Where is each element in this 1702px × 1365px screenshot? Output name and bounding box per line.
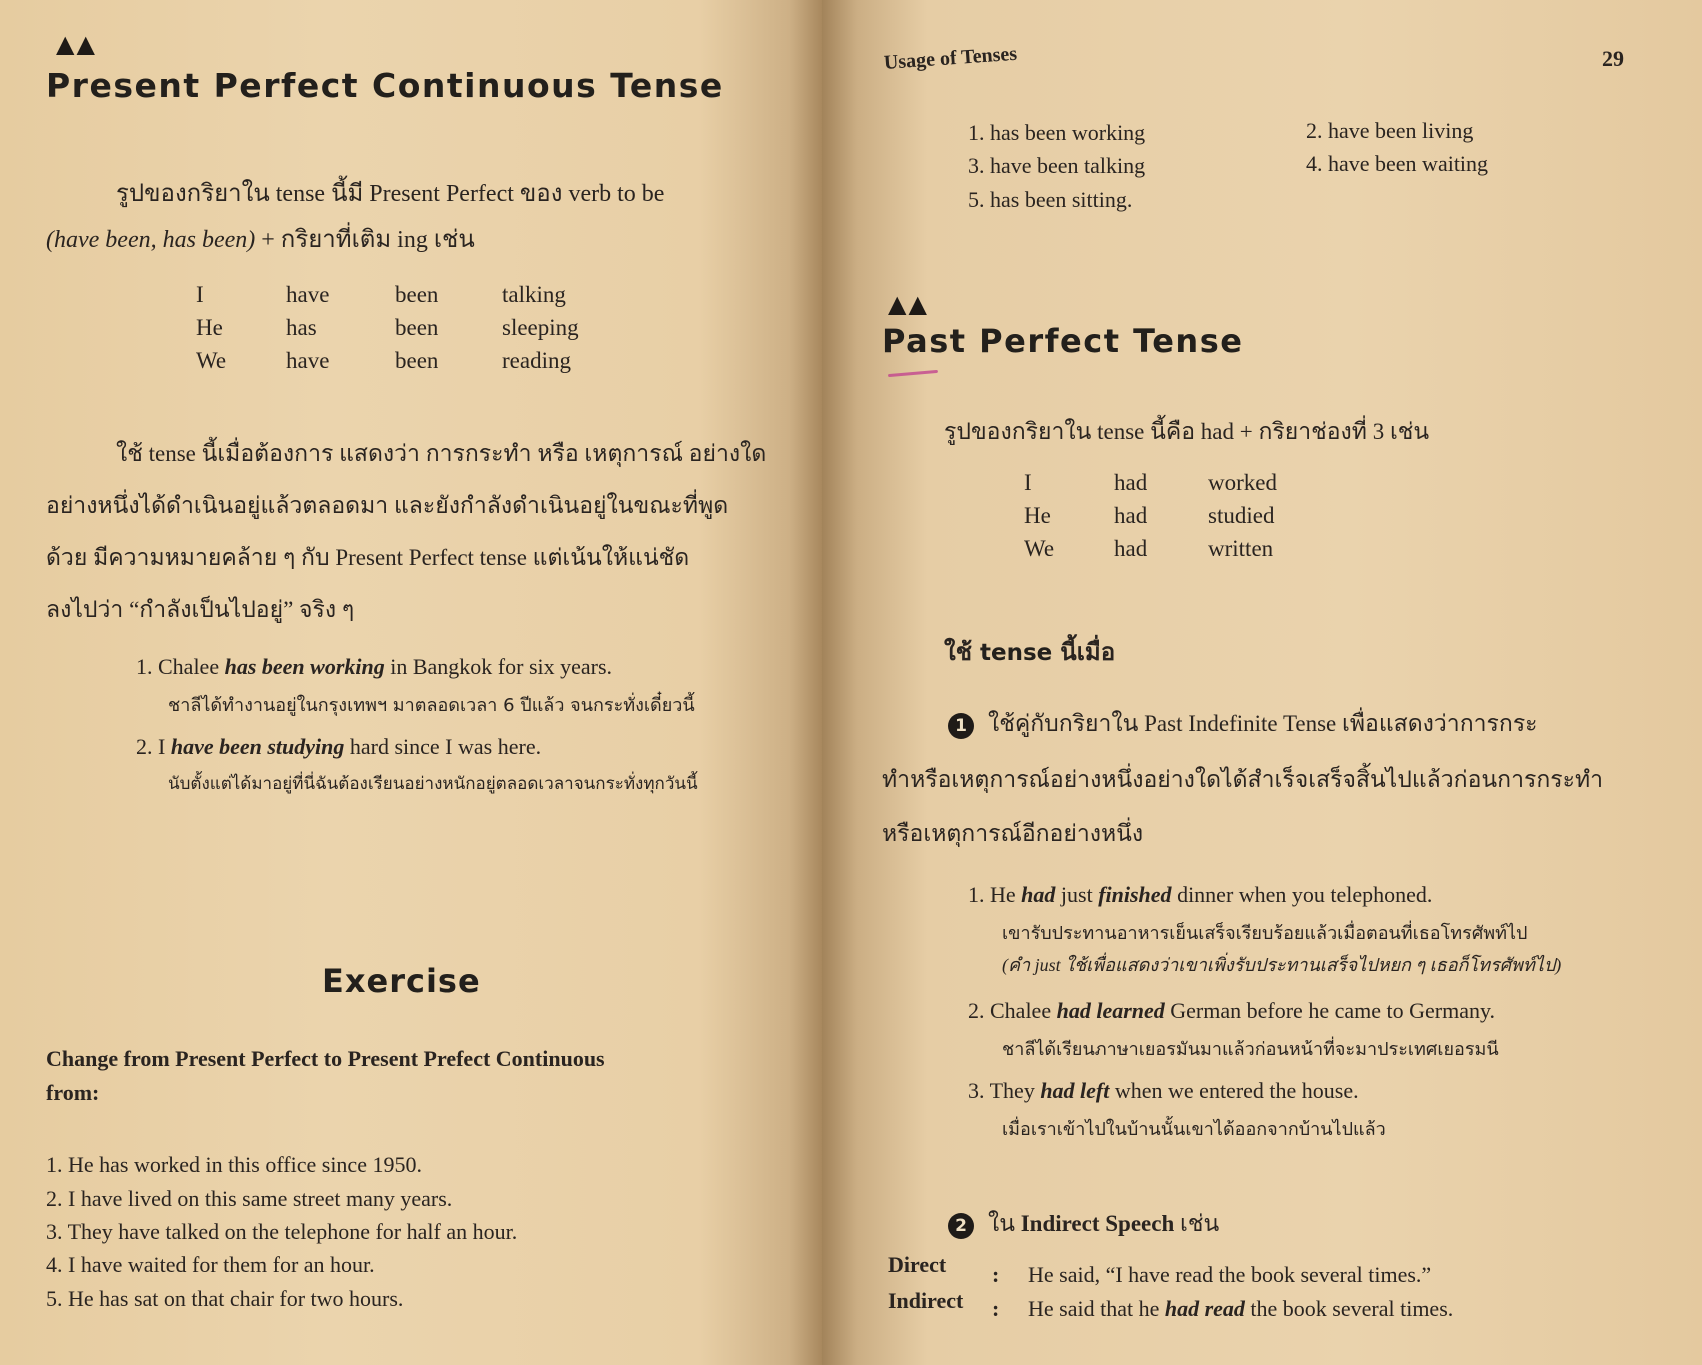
sentence-text: Chalee <box>158 654 225 679</box>
sentence-number: 2. <box>136 734 153 759</box>
intro-line-2 <box>46 218 475 262</box>
exercise-instruction: from: <box>46 1080 100 1105</box>
rule-text: เช่น <box>1174 1211 1220 1236</box>
usage-note: (คำ just ใช้เพื่อแสดงว่าเขาเพิ่งรับประทานเสร็จไปหยก ๆ เธอก็โทรศัพท์ไป) <box>1002 955 1562 975</box>
pen-mark <box>888 370 938 377</box>
exercise-instruction: Change from Present Perfect to Present Prefect Continuous <box>46 1046 605 1071</box>
example-cell: written <box>1208 536 1274 561</box>
thai-translation: เมื่อเราเข้าไปในบ้านนั้นเขาได้ออกจากบ้านไปแล้ว <box>1002 1119 1386 1140</box>
sentence-text: German before he came to Germany. <box>1164 998 1496 1023</box>
example-cell: He <box>196 315 223 340</box>
usage-line: ด้วย มีความหมายคล้าย ๆ กับ Present Perfect tense แต่เน้นให้แน่ชัด <box>46 545 690 570</box>
rule-number-badge: 2 <box>948 1213 974 1239</box>
example-cell: been <box>395 282 439 307</box>
example-cell: talking <box>502 282 566 307</box>
example-cell: I <box>196 282 204 307</box>
right-page <box>822 0 1702 1365</box>
example-cell: been <box>395 348 439 373</box>
thai-translation: นับตั้งแต่ได้มาอยู่ที่นี่ฉันต้องเรียนอย่างหนักอยู่ตลอดเวลาจนกระทั่งทุกวันนี้ <box>168 774 698 794</box>
sentence-text: He <box>990 882 1022 907</box>
example-cell: have <box>286 282 330 307</box>
answer-item: 4. have been waiting <box>1306 151 1489 176</box>
direct-label: Direct <box>888 1252 947 1277</box>
exercise-item: 3. They have talked on the telephone for half an hour. <box>46 1219 518 1244</box>
subheading-part: ใช้ <box>944 640 973 666</box>
sentence-number: 2. <box>968 998 985 1023</box>
example-sentence <box>968 882 1432 908</box>
page-number: 29 <box>1602 46 1624 71</box>
answer-item: 1. has been working <box>968 120 1146 145</box>
sentence-number: 1. <box>968 882 985 907</box>
example-cell: reading <box>502 348 571 373</box>
colon: : <box>992 1262 1000 1287</box>
left-page <box>0 0 822 1365</box>
subheading-part: tense <box>972 640 1061 666</box>
sentence-number: 1. <box>136 654 153 679</box>
exercise-item: 4. I have waited for them for an hour. <box>46 1252 375 1277</box>
example-cell: had <box>1114 536 1148 561</box>
example-cell: We <box>196 348 227 373</box>
rule-number-badge: 1 <box>948 713 974 739</box>
sentence-text: I <box>158 734 171 759</box>
exercise-item: 1. He has worked in this office since 1950. <box>46 1152 422 1177</box>
sentence-text: Chalee <box>990 998 1057 1023</box>
example-sentence <box>968 998 1495 1024</box>
running-header: Usage of Tenses <box>883 42 1018 74</box>
intro-rest: + กริยาที่เติม ing เช่น <box>255 227 475 253</box>
emphasized-verb: has been working <box>224 654 385 679</box>
usage-line: อย่างหนึ่งได้ดำเนินอยู่แล้วตลอดมา และยังกำลังดำเนินอยู่ในขณะที่พูด <box>46 493 729 518</box>
rule-text: ใน <box>988 1211 1021 1236</box>
exercise-item: 2. I have lived on this same street many years. <box>46 1186 453 1211</box>
example-cell: sleeping <box>502 315 579 340</box>
example-cell: I <box>1024 470 1032 495</box>
section-marker: ▲▲ <box>888 290 929 318</box>
colon: : <box>992 1296 1000 1321</box>
emphasized-verb: had left <box>1040 1078 1110 1103</box>
example-cell: studied <box>1208 503 1275 528</box>
indirect-speech <box>1028 1296 1453 1322</box>
section-title: Present Perfect Continuous Tense <box>46 66 724 105</box>
thai-translation: ชาลีได้ทำงานอยู่ในกรุงเทพฯ มาตลอดเวลา 6 ปีแล้ว จนกระทั่งเดี๋ยวนี้ <box>168 695 695 716</box>
exercise-item: 5. He has sat on that chair for two hours. <box>46 1286 404 1311</box>
example-cell: been <box>395 315 439 340</box>
example-table <box>1024 470 1344 570</box>
thai-translation: ชาลีได้เรียนภาษาเยอรมันมาแล้วก่อนหน้าที่จะมาประเทศเยอรมนี <box>1002 1039 1499 1060</box>
sentence-text: the book several times. <box>1244 1296 1454 1321</box>
rule-2-line <box>948 1206 1219 1242</box>
sentence-text: He said that he <box>1028 1296 1165 1321</box>
direct-speech: He said, “I have read the book several times.” <box>1028 1262 1432 1287</box>
sentence-text: when we entered the house. <box>1109 1078 1359 1103</box>
exercise-title: Exercise <box>322 962 481 1000</box>
example-cell: He <box>1024 503 1051 528</box>
emphasized-verb: have been studying <box>170 734 345 759</box>
emphasized-verb: finished <box>1098 882 1172 907</box>
intro-line-1: รูปของกริยาใน tense นี้มี Present Perfect ของ verb to be <box>116 181 665 207</box>
usage-line: ลงไปว่า “กำลังเป็นไปอยู่” จริง ๆ <box>46 597 355 622</box>
sentence-number: 3. <box>968 1078 985 1103</box>
intro-line: รูปของกริยาใน tense นี้คือ had + กริยาช่องที่ 3 เช่น <box>944 419 1430 444</box>
example-sentence <box>968 1078 1359 1104</box>
sentence-text: They <box>989 1078 1041 1103</box>
answer-item: 3. have been talking <box>968 153 1146 178</box>
example-cell: We <box>1024 536 1055 561</box>
usage-subheading <box>944 632 1115 671</box>
sentence-text: just <box>1055 882 1099 907</box>
example-sentence <box>136 654 612 680</box>
example-cell: had <box>1114 470 1148 495</box>
example-sentence <box>136 734 541 760</box>
section-title: Past Perfect Tense <box>882 322 1244 360</box>
subheading-part: นี้เมื่อ <box>1060 640 1116 666</box>
emphasized-verb: had read <box>1164 1296 1245 1321</box>
answer-item: 5. has been sitting. <box>968 187 1133 212</box>
section-marker: ▲▲ <box>56 30 97 58</box>
example-cell: worked <box>1208 470 1277 495</box>
example-table <box>196 282 616 382</box>
rule-1-line <box>948 706 1538 742</box>
example-cell: had <box>1114 503 1148 528</box>
sentence-text: hard since I was here. <box>344 734 542 759</box>
sentence-text: dinner when you telephoned. <box>1171 882 1433 907</box>
emphasized-verb: had <box>1021 882 1056 907</box>
rule-1-line: ทำหรือเหตุการณ์อย่างหนึ่งอย่างใดได้สำเร็จเสร็จสิ้นไปแล้วก่อนการกระทำ <box>882 767 1604 792</box>
rule-keyword: Indirect Speech <box>1020 1211 1175 1236</box>
example-cell: have <box>286 348 330 373</box>
indirect-label: Indirect <box>888 1288 964 1313</box>
example-cell: has <box>286 315 317 340</box>
usage-line: ใช้ tense นี้เมื่อต้องการ แสดงว่า การกระทำ หรือ เหตุการณ์ อย่างใด <box>116 441 767 466</box>
thai-translation: เขารับประทานอาหารเย็นเสร็จเรียบร้อยแล้วเมื่อตอนที่เธอโทรศัพท์ไป <box>1002 923 1528 944</box>
sentence-text: in Bangkok for six years. <box>384 654 613 679</box>
answer-item: 2. have been living <box>1306 118 1474 143</box>
emphasized-verb: had learned <box>1056 998 1165 1023</box>
rule-text: ใช้คู่กับกริยาใน Past Indefinite Tense เพื่อแสดงว่าการกระ <box>988 711 1538 736</box>
intro-forms: (have been, has been) <box>46 227 256 253</box>
rule-1-line: หรือเหตุการณ์อีกอย่างหนึ่ง <box>882 821 1144 846</box>
